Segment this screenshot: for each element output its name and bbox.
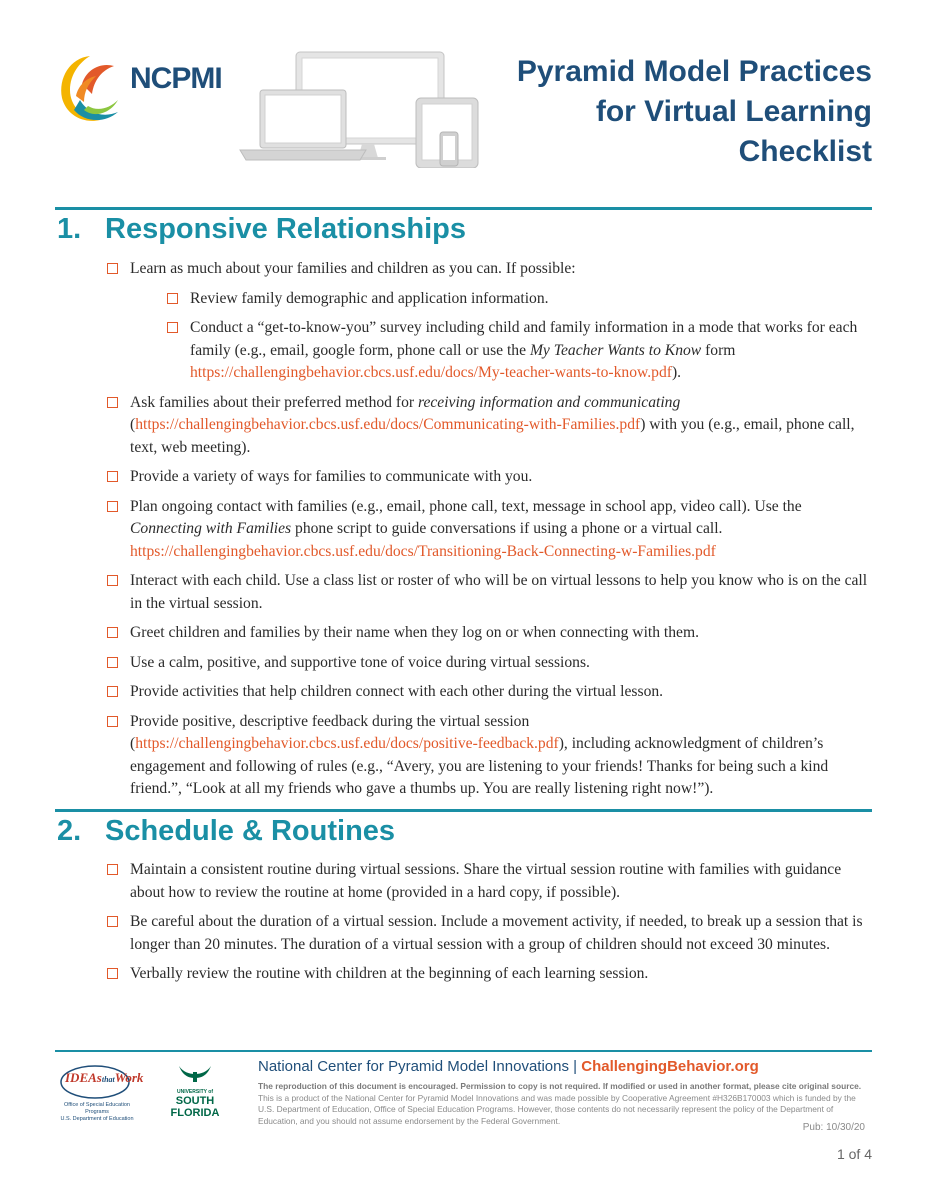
usf-logo-line: UNIVERSITY of — [176, 1089, 214, 1095]
item-link[interactable]: https://challengingbehavior.cbcs.usf.edu/docs/positive-feedback.pdf — [135, 735, 559, 752]
usf-logo-line: SOUTH — [175, 1095, 215, 1107]
checkbox[interactable] — [107, 716, 118, 727]
checklist-item — [104, 911, 869, 956]
pub-date: Pub: 10/30/20 — [802, 1122, 865, 1133]
footer-center-line — [258, 1058, 759, 1075]
section-2-heading — [57, 815, 395, 848]
item-text: Use a calm, positive, and supportive tone of voice during virtual sessions. — [130, 653, 590, 671]
item-text: Ask families about their preferred method for — [130, 393, 418, 411]
item-text: Be careful about the duration of a virtual session. Include a movement activity, if needed, to break up a session that is longer than 20 minutes. The duration of a virtual session with a group of children should not exceed 30 minutes. — [130, 913, 863, 953]
checkbox[interactable] — [107, 575, 118, 586]
ncpmi-logo — [52, 48, 242, 128]
item-text: Learn as much about your families and children as you can. If possible: — [130, 260, 576, 277]
checklist-item — [104, 392, 869, 460]
ideas-logo-line: that — [101, 1075, 115, 1084]
item-text: ( — [130, 416, 136, 433]
item-text: Plan ongoing contact with families (e.g., email, phone call, text, message in school app, video call). Use the — [130, 497, 802, 515]
section-1-heading — [57, 213, 466, 246]
item-text: Provide positive, descriptive feedback during the virtual session ( — [130, 712, 530, 752]
checkbox[interactable] — [107, 627, 118, 638]
checklist-item — [104, 681, 869, 704]
ideas-logo-line: IDEAs — [65, 1070, 102, 1085]
section-title: Responsive Relationships — [105, 213, 466, 245]
disclaimer-bold: The reproduction of this document is encouraged. Permission to copy is not required. If modified or used in another format, please cite original source. — [258, 1081, 862, 1091]
item-text: Review family demographic and application information. — [190, 289, 549, 307]
checkbox[interactable] — [107, 263, 118, 274]
item-text: Conduct a “get-to-know-you” survey including child and family information in a mode that works for each family (e.g., email, google form, phone call or use the — [190, 319, 858, 359]
checkbox[interactable] — [167, 322, 178, 333]
item-link[interactable]: https://challengingbehavior.cbcs.usf.edu/docs/Transitioning-Back-Connecting-w-Families.pdf — [130, 542, 716, 560]
usf-logo-line: FLORIDA — [170, 1107, 220, 1119]
center-name: National Center for Pyramid Model Innovations — [258, 1058, 569, 1075]
disclaimer-text: This is a product of the National Center for Pyramid Model Innovations and was made possible by Cooperative Agreement #H326B170003 which is funded by the U.S. Department of Education, Office of Special Education Programs. However, those contents do not necessarily represent the policy of the Department of Education, and you should not assume endorsement by the Federal Government. — [258, 1092, 856, 1126]
section-number: 1. — [57, 213, 82, 245]
checklist-item — [104, 496, 869, 564]
ideas-that-work-logo — [55, 1062, 144, 1127]
item-text: ), including acknowledgment of children’s engagement and following of rules (e.g., “Avery, you are listening to your friends! Thanks for being such a kind friend.”, “Look at all my friends who gave a thumbs up. You are really listening right now!”). — [130, 735, 829, 797]
item-text: Provide a variety of ways for families to communicate with you. — [130, 468, 533, 485]
item-link[interactable]: https://challengingbehavior.cbcs.usf.edu/docs/My-teacher-wants-to-know.pdf — [190, 364, 672, 381]
checkbox[interactable] — [107, 864, 118, 875]
site-link[interactable]: ChallengingBehavior.org — [581, 1058, 759, 1075]
section-number: 2. — [57, 815, 82, 847]
checkbox[interactable] — [107, 686, 118, 697]
checklist-item — [104, 652, 869, 675]
item-emphasis: receiving information and communicating — [417, 393, 681, 411]
devices-illustration-icon — [238, 50, 493, 168]
checklist-item — [104, 963, 869, 986]
checkbox[interactable] — [107, 501, 118, 512]
checklist-subitem — [164, 317, 869, 385]
item-text: Verbally review the routine with children at the beginning of each learning session. — [130, 965, 649, 982]
item-emphasis: My Teacher Wants to Know — [529, 341, 702, 359]
checkbox[interactable] — [107, 471, 118, 482]
checkbox[interactable] — [107, 397, 118, 408]
checklist-item — [104, 466, 869, 489]
checklist-subitem — [164, 288, 869, 311]
ideas-logo-line: Work — [114, 1070, 144, 1085]
section-2-rule — [55, 809, 872, 812]
checklist-item — [104, 570, 869, 615]
ncpmi-swirl-icon — [52, 48, 132, 128]
ideas-logo-line: U.S. Department of Education — [60, 1116, 134, 1122]
item-link[interactable]: https://challengingbehavior.cbcs.usf.edu/docs/Communicating-with-Families.pdf — [135, 416, 641, 433]
disclaimer — [258, 1081, 870, 1127]
checklist-item — [104, 859, 869, 904]
item-emphasis: Connecting with Families — [130, 520, 292, 537]
checkbox[interactable] — [107, 916, 118, 927]
checklist-item — [104, 258, 869, 281]
document-title — [517, 52, 872, 172]
item-text: phone script to guide conversations if using a phone or a virtual call. — [291, 520, 723, 537]
section-2-items — [104, 859, 869, 993]
section-1-rule — [55, 207, 872, 210]
item-text: ) with you (e.g., email, phone call, text, web meeting). — [130, 416, 855, 456]
title-line-2: for Virtual Learning — [595, 95, 872, 128]
separator: | — [573, 1058, 578, 1075]
footer-rule — [55, 1050, 872, 1052]
checkbox[interactable] — [107, 657, 118, 668]
section-title: Schedule & Routines — [105, 815, 396, 847]
logo-text: NCPMI — [130, 62, 222, 95]
item-text: Greet children and families by their name when they log on or when connecting with them. — [130, 624, 700, 641]
section-1-items — [104, 258, 869, 808]
item-text: Interact with each child. Use a class list or roster of who will be on virtual lessons to help you know who is on the call in the virtual session. — [130, 572, 868, 612]
item-text: Maintain a consistent routine during virtual sessions. Share the virtual session routine with families with guidance about how to review the routine at home (provided in a hard copy, if possible). — [130, 861, 842, 901]
bull-icon — [175, 1062, 215, 1084]
usf-logo — [165, 1062, 225, 1127]
checkbox[interactable] — [167, 293, 178, 304]
title-line-1: Pyramid Model Practices — [516, 55, 872, 88]
checklist-item — [104, 622, 869, 645]
ideas-logo-line: Office of Special Education Programs — [64, 1102, 130, 1115]
title-line-3: Checklist — [738, 135, 872, 168]
item-text: form — [701, 341, 736, 359]
item-text: ). — [671, 364, 682, 381]
checkbox[interactable] — [107, 968, 118, 979]
checklist-item — [104, 711, 869, 801]
item-text: Provide activities that help children connect with each other during the virtual lesson. — [130, 683, 664, 700]
page-number: 1 of 4 — [836, 1146, 872, 1162]
